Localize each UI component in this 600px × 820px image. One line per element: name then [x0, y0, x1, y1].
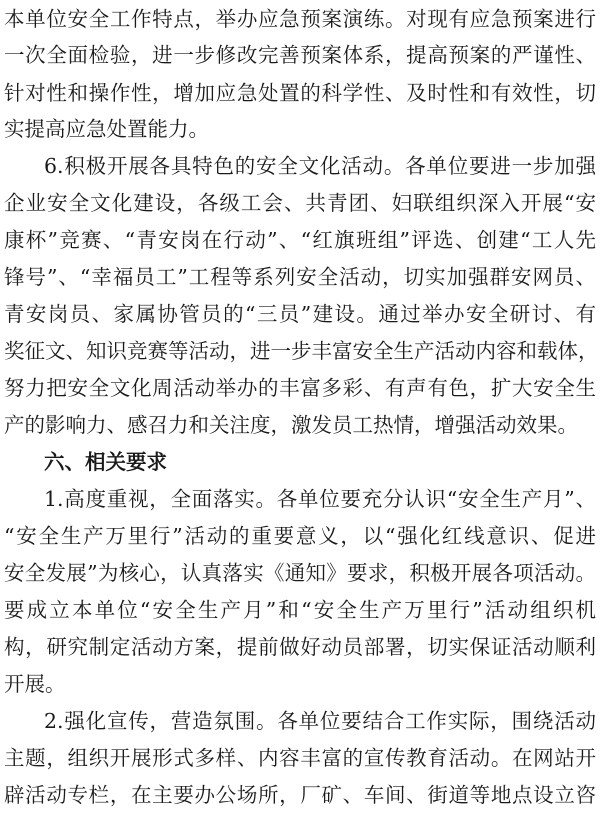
body-text-line: 本单位安全工作特点，举办应急预案演练。对现有应急预案进行 — [4, 7, 596, 31]
body-text-line: 安全发展”为核心，认真落实《通知》要求，积极开展各项活动。 — [4, 561, 596, 585]
body-text-line: “安全生产万里行”活动的重要意义，以“强化红线意识、促进 — [4, 524, 596, 548]
body-text-line: 针对性和操作性，增加应急处置的科学性、及时性和有效性，切 — [4, 81, 596, 105]
body-text-line: 努力把安全文化周活动举办的丰富多彩、有声有色，扩大安全生 — [4, 376, 596, 400]
body-text-line: 实提高应急处置能力。 — [4, 117, 209, 141]
body-text-line: 青安岗员、家属协管员的“三员”建设。通过举办安全研讨、有 — [4, 302, 596, 326]
body-text-line: 产的影响力、感召力和关注度，激发员工热情，增强活动效果。 — [4, 413, 578, 437]
body-text-line: 企业安全文化建设，各级工会、共青团、妇联组织深入开展“安 — [4, 191, 596, 215]
body-text-line: 一次全面检验，进一步修改完善预案体系，提高预案的严谨性、 — [4, 43, 596, 67]
body-text-line: 主题，组织开展形式多样、内容丰富的宣传教育活动。在网站开 — [4, 746, 596, 770]
body-text-line: 康杯”竞赛、“青安岗在行动”、“红旗班组”评选、创建“工人先 — [4, 228, 596, 252]
body-text-line: 锋号”、“幸福员工”工程等系列安全活动，切实加强群安网员、 — [4, 265, 596, 289]
body-text-line: 开展。 — [4, 672, 66, 696]
body-text-line: 要成立本单位“安全生产月”和“安全生产万里行”活动组织机 — [4, 598, 596, 622]
paragraph-first-line: 1.高度重视，全面落实。各单位要充分认识“安全生产月”、 — [44, 487, 596, 511]
section-heading: 六、相关要求 — [44, 450, 167, 474]
paragraph-first-line: 2.强化宣传，营造氛围。各单位要结合工作实际，围绕活动 — [44, 709, 596, 733]
body-text-line: 构，研究制定活动方案，提前做好动员部署，切实保证活动顺利 — [4, 635, 596, 659]
paragraph-first-line: 6.积极开展各具特色的安全文化活动。各单位要进一步加强 — [44, 154, 596, 178]
body-text-line: 辟活动专栏，在主要办公场所，厂矿、车间、街道等地点设立咨 — [4, 783, 596, 807]
body-text-line: 奖征文、知识竞赛等活动，进一步丰富安全生产活动内容和载体， — [4, 339, 599, 363]
